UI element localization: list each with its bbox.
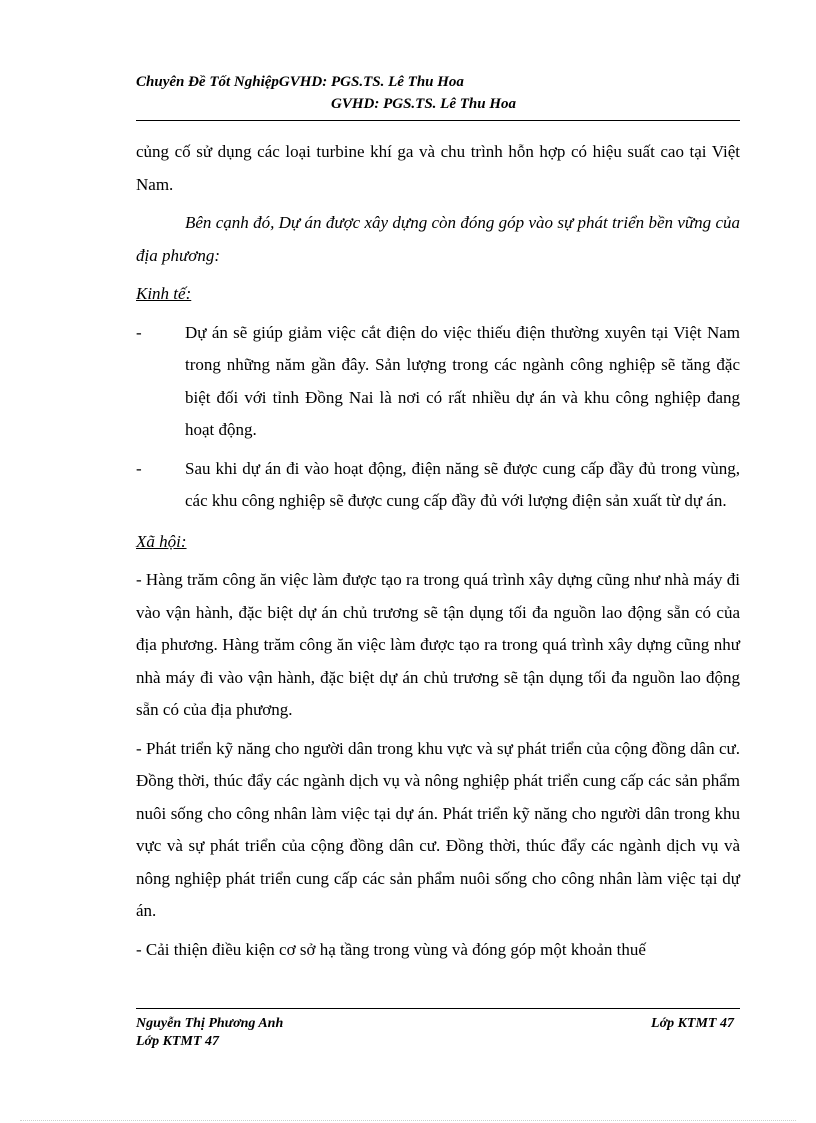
list-item-social: - Hàng trăm công ăn việc làm được tạo ra trong quá trình xây dựng cũng như nhà máy đi vào vận hành, đặc biệt dự án chủ trương sẽ tận dụng tối đa nguồn lao động sẵn có của địa phương. Hàng trăm công ăn việc làm được tạo ra trong quá trình xây dựng cũng như nhà máy đi vào vận hành, đặc biệt dự án chủ trương sẽ tận dụng tối đa nguồn lao động sẵn có của địa phương. bbox=[136, 570, 740, 719]
footer-class-left: Lớp KTMT 47 bbox=[136, 1034, 219, 1049]
section-heading-society: Xã hội: bbox=[136, 531, 187, 551]
dash-bullet: - bbox=[136, 322, 142, 342]
list-item-text: Sau khi dự án đi vào hoạt động, điện năng sẽ được cung cấp đầy đủ trong vùng, các khu công nghiệp sẽ được cung cấp đầy đủ với lượng điện sản xuất từ dự án. bbox=[185, 458, 740, 510]
footer-class-right: Lớp KTMT 47 bbox=[651, 1016, 734, 1031]
list-item-social: - Cải thiện điều kiện cơ sở hạ tầng trong vùng và đóng góp một khoản thuế bbox=[136, 939, 646, 959]
header-rule bbox=[136, 120, 740, 121]
footer-rule bbox=[136, 1008, 740, 1009]
header-line-2: GVHD: PGS.TS. Lê Thu Hoa bbox=[331, 96, 517, 112]
paragraph: củng cố sử dụng các loại turbine khí ga và chu trình hỗn hợp có hiệu suất cao tại Việt Nam. bbox=[136, 142, 740, 194]
footer-author: Nguyễn Thị Phương Anh bbox=[136, 1016, 284, 1031]
list-item-social: - Phát triển kỹ năng cho người dân trong khu vực và sự phát triển của cộng đồng dân cư. Đồng thời, thúc đẩy các ngành dịch vụ và nông nghiệp phát triển cung cấp các sản phẩm nuôi sống cho công nhân làm việc tại dự án. Phát triển kỹ năng cho người dân trong khu vực và sự phát triển của cộng đồng dân cư. Đồng thời, thúc đẩy các ngành dịch vụ và nông nghiệp phát triển cung cấp các sản phẩm nuôi sống cho công nhân làm việc tại dự án. bbox=[136, 738, 740, 920]
header-line-1: Chuyên Đề Tốt NghiệpGVHD: PGS.TS. Lê Thu Hoa bbox=[136, 74, 464, 90]
list-item bbox=[136, 453, 740, 518]
list-item-text: Dự án sẽ giúp giảm việc cắt điện do việc thiếu điện thường xuyên tại Việt Nam trong những năm gần đây. Sản lượng trong các ngành công nghiệp sẽ tăng đặc biệt đối với tỉnh Đồng Nai là nơi có rất nhiều dự án và khu công nghiệp đang hoạt động. bbox=[185, 322, 740, 439]
section-heading-economy: Kinh tế: bbox=[136, 284, 192, 303]
list-item bbox=[136, 317, 740, 447]
paragraph-intro: Bên cạnh đó, Dự án được xây dựng còn đóng góp vào sự phát triển bền vững của địa phương: bbox=[136, 213, 740, 265]
dash-bullet: - bbox=[136, 458, 142, 478]
document-body bbox=[136, 136, 740, 972]
page-edge-divider bbox=[20, 1120, 796, 1121]
